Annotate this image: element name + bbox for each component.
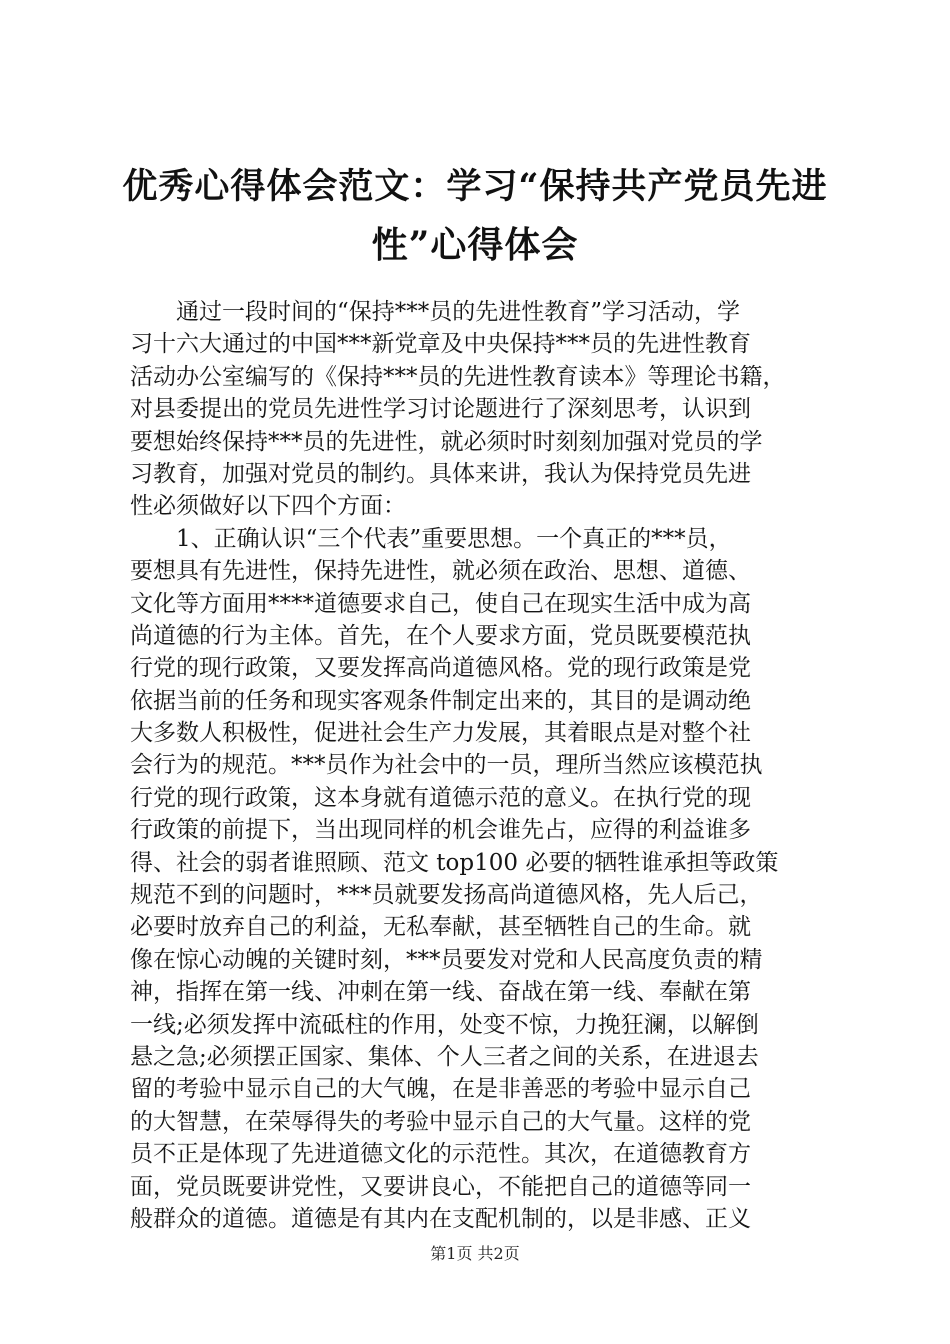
paragraph-line: 必要时放弃自己的利益，无私奉献，甚至牺牲自己的生命。就 xyxy=(130,914,751,941)
paragraph-line: 神，指挥在第一线、冲刺在第一线、奋战在第一线、奉献在第 xyxy=(130,979,751,1006)
paragraph-line: 大多数人积极性，促进社会生产力发展，其着眼点是对整个社 xyxy=(130,720,751,747)
paragraph-line: 留的考验中显示自己的大气魄，在是非善恶的考验中显示自己 xyxy=(130,1076,751,1103)
paragraph-line: 尚道德的行为主体。首先，在个人要求方面，党员既要模范执 xyxy=(130,622,751,649)
page-number-footer: 第1页 共2页 xyxy=(430,1244,520,1263)
paragraph-line: 会行为的规范。***员作为社会中的一员，理所当然应该模范执 xyxy=(130,752,763,779)
paragraph-line: 要想始终保持***员的先进性，就必须时时刻刻加强对党员的学 xyxy=(130,428,763,455)
paragraph-line: 习十六大通过的中国***新党章及中央保持***员的先进性教育 xyxy=(130,331,751,358)
paragraph-line: 一线;必须发挥中流砥柱的作用，处变不惊，力挽狂澜，以解倒 xyxy=(130,1011,759,1038)
paragraph-line: 规范不到的问题时，***员就要发扬高尚道德风格，先人后己， xyxy=(130,882,763,909)
document-title xyxy=(120,158,830,274)
paragraph-line: 面，党员既要讲党性，又要讲良心，不能把自己的道德等同一 xyxy=(130,1173,751,1200)
paragraph-line: 行政策的前提下，当出现同样的机会谁先占，应得的利益谁多 xyxy=(130,817,751,844)
paragraph-line: 对县委提出的党员先进性学习讨论题进行了深刻思考，认识到 xyxy=(130,396,751,423)
paragraph-line: 1、正确认识“三个代表”重要思想。一个真正的***员， xyxy=(176,525,732,552)
paragraph-line: 要想具有先进性，保持先进性，就必须在政治、思想、道德、 xyxy=(130,558,751,585)
paragraph-line: 行党的现行政策，又要发挥高尚道德风格。党的现行政策是党 xyxy=(130,655,751,682)
paragraph-line: 员不正是体现了先进道德文化的示范性。其次，在道德教育方 xyxy=(130,1141,751,1168)
paragraph-line: 通过一段时间的“保持***员的先进性教育”学习活动，学 xyxy=(176,299,741,325)
title-line: 性”心得体会 xyxy=(371,224,579,266)
paragraph-line: 行党的现行政策，这本身就有道德示范的意义。在执行党的现 xyxy=(130,784,751,811)
paragraph-line: 文化等方面用****道德要求自己，使自己在现实生活中成为高 xyxy=(130,590,751,617)
paragraph-line: 得、社会的弱者谁照顾、范文 top100 必要的牺牲谁承担等政策 xyxy=(130,849,779,876)
paragraph-line: 习教育，加强对党员的制约。具体来讲，我认为保持党员先进 xyxy=(130,460,751,487)
paragraph-line: 悬之急;必须摆正国家、集体、个人三者之间的关系，在进退去 xyxy=(130,1043,759,1070)
paragraph-line: 性必须做好以下四个方面： xyxy=(130,493,406,520)
title-line: 优秀心得体会范文：学习“保持共产党员先进 xyxy=(122,166,828,207)
paragraph-line: 般群众的道德。道德是有其内在支配机制的，以是非感、正义 xyxy=(130,1205,751,1232)
paragraph-line: 活动办公室编写的《保持***员的先进性教育读本》等理论书籍， xyxy=(130,363,786,390)
document-body xyxy=(130,296,830,1235)
paragraph-line: 像在惊心动魄的关键时刻，***员要发对党和人民高度负责的精 xyxy=(130,946,763,973)
paragraph-line: 依据当前的任务和现实客观条件制定出来的，其目的是调动绝 xyxy=(130,687,751,714)
paragraph-line: 的大智慧，在荣辱得失的考验中显示自己的大气量。这样的党 xyxy=(130,1108,751,1135)
